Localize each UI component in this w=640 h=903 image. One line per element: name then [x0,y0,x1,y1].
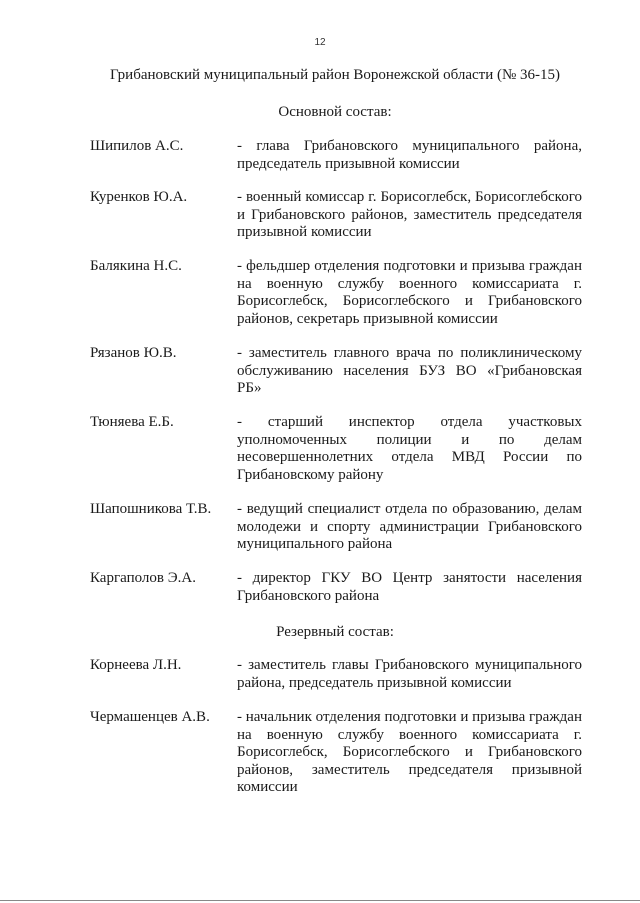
member-name: Шапошникова Т.В. [90,501,212,517]
member-role: - глава Грибановского муниципального района, председатель призывной комиссии [237,138,582,172]
member-name: Корнеева Л.Н. [90,657,182,673]
member-role: - директор ГКУ ВО Центр занятости населения Грибановского района [237,570,582,604]
member-name: Балякина Н.С. [90,258,182,274]
reserve-section-heading: Резервный состав: [276,624,394,640]
member-name: Каргаполов Э.А. [90,570,196,586]
member-role: - военный комиссар г. Борисоглебск, Борисоглебского и Грибановского районов, заместитель председателя призывной комиссии [237,189,582,240]
page-number: 12 [314,37,326,48]
member-name: Рязанов Ю.В. [90,345,177,361]
member-role: - заместитель главного врача по поликлиническому обслуживанию населения БУЗ ВО «Грибановская РБ» [237,345,582,396]
main-section-heading: Основной состав: [278,104,392,120]
member-name: Куренков Ю.А. [90,189,188,205]
member-name: Шипилов А.С. [90,138,184,154]
member-role: - фельдшер отделения подготовки и призыва граждан на военную службу военного комиссариата г. Борисоглебск, Борисоглебского и Грибановского районов, секретарь призывной комиссии [237,258,582,327]
document-title: Грибановский муниципальный район Воронежской области (№ 36-15) [109,67,561,83]
page-bottom-rule [0,900,640,901]
member-role: - заместитель главы Грибановского муниципального района, председатель призывной комиссии [237,657,582,691]
member-role: - старший инспектор отдела участковых уполномоченных полиции и по делам несовершеннолетних отдела МВД России по Грибановскому району [237,414,582,483]
member-role: - ведущий специалист отдела по образованию, делам молодежи и спорту администрации Грибановского муниципального района [237,501,582,552]
member-role: - начальник отделения подготовки и призыва граждан на военную службу военного комиссариата г. Борисоглебск, Борисоглебского и Грибановского районов, заместитель председателя призывной комиссии [237,709,582,795]
member-name: Чермашенцев А.В. [90,709,210,725]
member-name: Тюняева Е.Б. [90,414,174,430]
